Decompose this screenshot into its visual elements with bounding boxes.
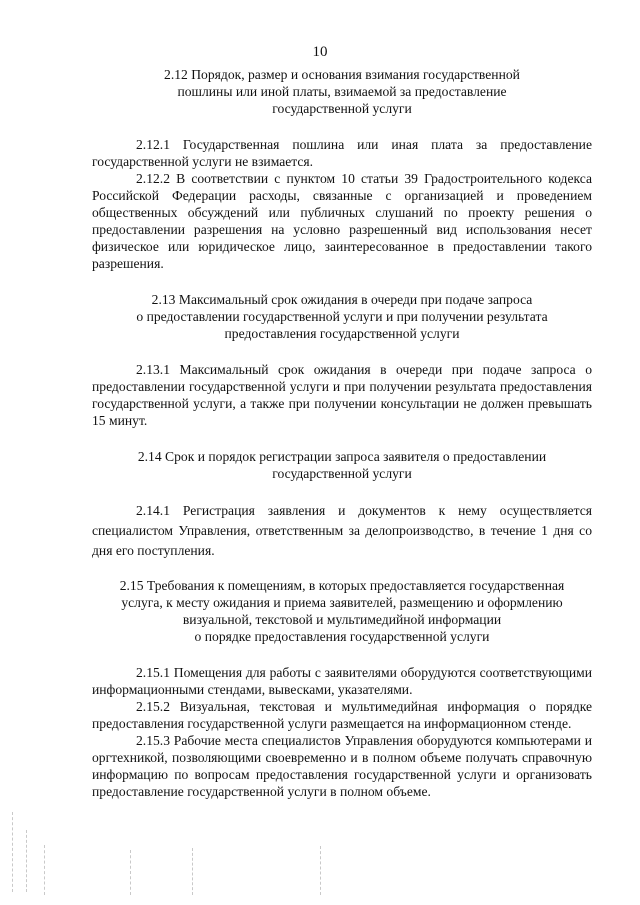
page-number: 10: [312, 44, 328, 60]
heading-line: о порядке предоставления государственной услуги: [194, 629, 490, 644]
heading-line: визуальной, текстовой и мультимедийной информации: [182, 612, 502, 627]
heading-line: 2.14 Срок и порядок регистрации запроса заявителя о предоставлении: [137, 449, 547, 464]
heading-line: предоставления государственной услуги: [224, 326, 460, 341]
heading-line: услуга, к месту ожидания и приема заявителей, размещению и оформлению: [121, 595, 563, 610]
paragraph-2-15-2: 2.15.2 Визуальная, текстовая и мультимедийная информация о порядке предоставления государственной услуги размещается на информационном стенде.: [92, 699, 592, 731]
heading-line: 2.15 Требования к помещениям, в которых предоставляется государственная: [119, 578, 565, 593]
paragraph-2-14-1: 2.14.1 Регистрация заявления и документов к нему осуществляется специалистом Управления, ответственным за делопроизводство, в течение 1 дня со дня его поступления.: [92, 503, 592, 558]
paragraph-2-12-2: 2.12.2 В соответствии с пунктом 10 статьи 39 Градостроительного кодекса Российской Федерации расходы, связанные с организацией и проведением общественных обсуждений или публичных слушаний по проекту решения о предоставлении разрешения на условно разрешенный вид использования несет физическое или юридическое лицо, заинтересованное в предоставлении такого разрешения.: [92, 171, 592, 271]
section-heading-2-13: [92, 291, 592, 342]
section-heading-2-14: [92, 448, 592, 482]
scan-artifact: [12, 812, 13, 892]
heading-line: 2.12 Порядок, размер и основания взимания государственной: [164, 67, 520, 82]
section-heading-2-12: [92, 66, 592, 117]
heading-line: государственной услуги: [272, 101, 412, 116]
paragraph-2-12-1: 2.12.1 Государственная пошлина или иная плата за предоставление государственной услуги не взимается.: [92, 137, 592, 169]
heading-line: пошлины или иной платы, взимаемой за предоставление: [177, 84, 507, 99]
paragraph-2-13-1: 2.13.1 Максимальный срок ожидания в очереди при подаче запроса о предоставлении государственной услуги и при получении результата предоставления государственной услуги, а также при получении консультации не должен превышать 15 минут.: [92, 362, 592, 428]
paragraph-2-15-3: 2.15.3 Рабочие места специалистов Управления оборудуются компьютерами и оргтехникой, позволяющими своевременно и в полном объеме получать справочную информацию по вопросам предоставления государственной услуги и организовать предоставление государственной услуги в полном объеме.: [92, 733, 592, 799]
scan-artifact: [26, 830, 27, 892]
document-body: [92, 66, 592, 800]
heading-line: государственной услуги: [272, 466, 412, 481]
scan-artifact: [44, 845, 45, 895]
heading-line: 2.13 Максимальный срок ожидания в очереди при подаче запроса: [151, 292, 533, 307]
scan-artifact: [130, 850, 131, 895]
heading-line: о предоставлении государственной услуги и при получении результата: [136, 309, 548, 324]
scan-artifact: [192, 848, 193, 895]
section-heading-2-15: [92, 577, 592, 645]
paragraph-2-15-1: 2.15.1 Помещения для работы с заявителями оборудуются соответствующими информационными стендами, вывесками, указателями.: [92, 665, 592, 697]
scan-artifact: [320, 846, 321, 895]
